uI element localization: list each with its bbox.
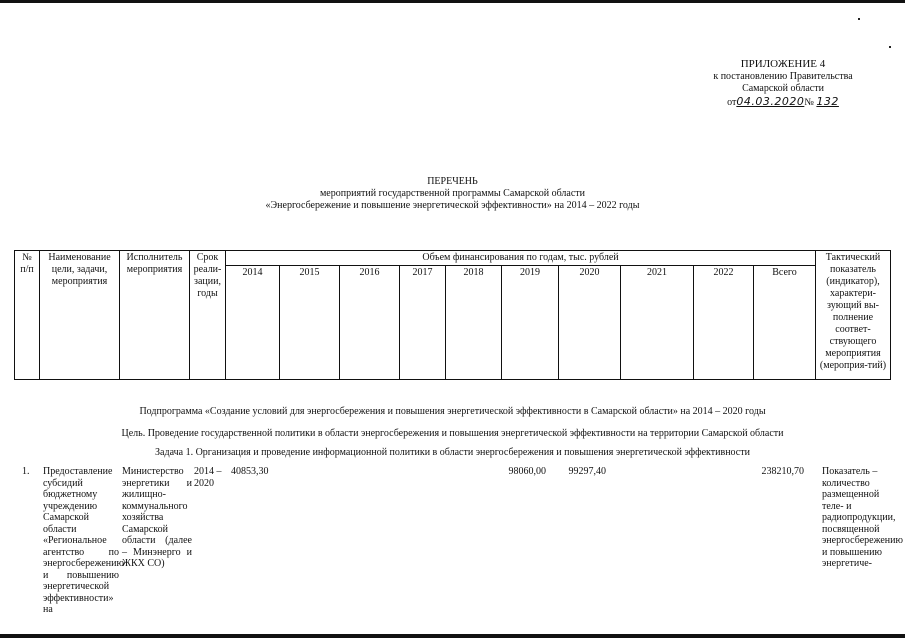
total-header: Всего	[754, 266, 816, 380]
header-name: Наименование цели, задачи, мероприятия	[40, 251, 120, 380]
header-indicator: Тактический показатель (индикатор), характери-зующий вы-полнение соответ-ствующего мероприятия (мероприя-тий)	[816, 251, 891, 380]
document-title	[0, 176, 905, 212]
row-value-2014: 40853,30	[231, 466, 269, 477]
title-line2: мероприятий государственной программы Самарской области	[319, 188, 586, 199]
header-num: № п/п	[15, 251, 40, 380]
handwritten-number: 132	[816, 95, 839, 108]
scan-top-edge	[0, 0, 905, 3]
year-header: 2016	[340, 266, 400, 380]
year-header: 2015	[280, 266, 340, 380]
row-total: 238210,70	[761, 466, 804, 477]
row-indicator: Показатель – количество размещенной теле- и радиопродукции, посвященной энергосбережению и повышению энергетиче-	[822, 466, 903, 569]
year-header: 2014	[226, 266, 280, 380]
header-funding: Объем финансирования по годам, тыс. рублей	[226, 251, 816, 266]
handwritten-date: 04.03.2020	[736, 95, 805, 108]
row-value-2020: 99297,40	[568, 466, 606, 477]
title-line3: «Энергосбережение и повышение энергетической эффективности» на 2014 – 2022 годы	[265, 200, 640, 211]
appendix-block	[683, 58, 883, 109]
row-value-2019: 98060,00	[508, 466, 546, 477]
row-executor: Министерство энергетики и жилищно-коммунального хозяйства Самарской области (далее – Минэнерго и ЖКХ СО)	[122, 466, 192, 569]
scan-speck	[858, 18, 860, 20]
title-line1: ПЕРЕЧЕНЬ	[427, 176, 478, 187]
scan-speck	[889, 46, 891, 48]
goal-heading: Цель. Проведение государственной политики в области энергосбережения и повышения энергетической эффективности на территории Самарской области	[121, 428, 784, 439]
number-prefix: №	[804, 97, 814, 108]
header-executor: Исполнитель мероприятия	[120, 251, 190, 380]
year-header: 2017	[400, 266, 446, 380]
measures-table	[14, 250, 891, 380]
row-term: 2014 – 2020	[194, 466, 222, 489]
date-prefix: от	[727, 97, 737, 108]
row-number: 1.	[22, 466, 30, 477]
appendix-line2: Самарской области	[742, 83, 824, 94]
task-heading: Задача 1. Организация и проведение информационной политики в области энергосбережения и повышения энергетической эффективности	[155, 447, 750, 458]
scan-bottom-edge	[0, 634, 905, 638]
year-header: 2019	[502, 266, 559, 380]
header-term: Срок реали-зации, годы	[190, 251, 226, 380]
year-header: 2020	[559, 266, 621, 380]
year-header: 2018	[446, 266, 502, 380]
year-header: 2022	[694, 266, 754, 380]
appendix-line1: к постановлению Правительства	[713, 71, 853, 82]
year-header: 2021	[621, 266, 694, 380]
subprogram-heading: Подпрограмма «Создание условий для энергосбережения и повышения энергетической эффективности в Самарской области» на 2014 – 2020 годы	[139, 406, 766, 417]
appendix-title: ПРИЛОЖЕНИЕ 4	[740, 58, 826, 70]
appendix-date-line	[683, 96, 883, 109]
row-measure-name: Предоставление субсидий бюджетному учреждению Самарской области «Региональное агентство по энергосбережению и повышению энергетической эффективности» на	[43, 466, 124, 615]
